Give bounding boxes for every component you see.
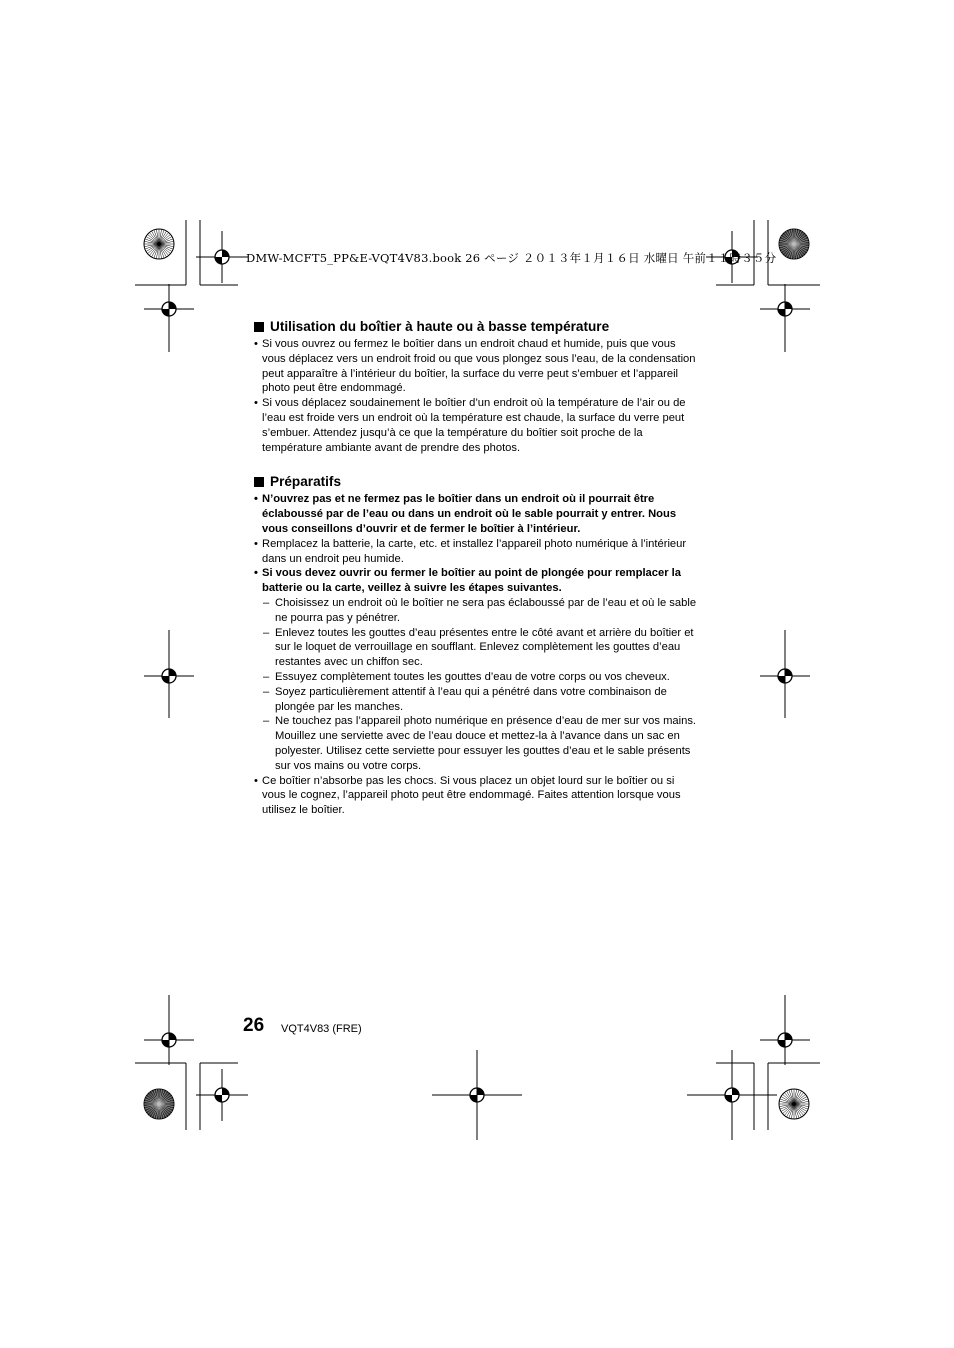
section-title-text: Utilisation du boîtier à haute ou à basse température <box>270 319 610 334</box>
registration-quadrant <box>470 1095 477 1102</box>
section-title <box>254 318 700 336</box>
starburst-center <box>157 1102 161 1106</box>
square-bullet-icon <box>254 477 264 487</box>
list-item <box>254 396 700 455</box>
sub-list-item <box>254 670 700 685</box>
registration-quadrant <box>162 309 169 316</box>
section-preparations <box>254 473 700 818</box>
list-item-text: Si vous déplacez soudainement le boîtier d’un endroit où la température de l’air ou de l’eau est froide vers un endroit où la température est chaude, la surface du verre peut s’embuer. Attendez jusqu’à ce que la température du boîtier soit proche de la température ambiante avant de prendre des photos. <box>262 397 686 454</box>
registration-quadrant <box>725 1095 732 1102</box>
registration-quadrant <box>732 1088 739 1095</box>
sub-list-item-text: Choisissez un endroit où le boîtier ne sera pas éclaboussé par de l’eau et où le sable ne pourra pas y pénétrer. <box>275 596 697 624</box>
document-code: VQT4V83 (FRE) <box>281 1023 362 1035</box>
bullet-icon: • <box>254 567 258 580</box>
section-title <box>254 473 700 491</box>
registration-quadrant <box>785 1033 792 1040</box>
list-item <box>254 537 700 567</box>
dash-marker: – <box>263 626 270 639</box>
starburst-center <box>792 242 796 246</box>
starburst-center <box>157 242 161 246</box>
sub-list-item-text: Ne touchez pas l’appareil photo numérique en présence d’eau de mer sur vos mains. Mouillez une serviette avec de l’eau douce et mettez-la à l’avance dans un sac en polyester. Utilisez cette serviette pour essuyer les gouttes d’eau et le sable présents sur vos mains ou votre corps. <box>275 715 697 772</box>
registration-quadrant <box>222 1088 229 1095</box>
page-number: 26 <box>243 1015 265 1036</box>
list-item-text: Si vous devez ouvrir ou fermer le boîtier au point de plongée pour remplacer la batterie ou la carte, veillez à suivre les étapes suivantes. <box>262 567 682 595</box>
list-item <box>254 492 700 536</box>
registration-quadrant <box>162 676 169 683</box>
bullet-icon: • <box>254 493 258 506</box>
list-item <box>254 337 700 396</box>
dash-marker: – <box>263 670 270 683</box>
bullet-icon: • <box>254 774 258 787</box>
registration-quadrant <box>215 257 222 264</box>
registration-quadrant <box>169 669 176 676</box>
registration-quadrant <box>778 676 785 683</box>
bullet-icon: • <box>254 338 258 350</box>
registration-quadrant <box>169 302 176 309</box>
list-item-text: Remplacez la batterie, la carte, etc. et installez l’appareil photo numérique à l’intérieur dans un endroit peu humide. <box>262 537 687 565</box>
sub-list-item <box>254 626 700 670</box>
list-item-text: N’ouvrez pas et ne fermez pas le boîtier dans un endroit où il pourrait être éclaboussé par de l’eau ou dans un endroit où le sable pourrait y entrer. Nous vous conseillons d’ouvrir et de fermer le boîtier à l’intérieur. <box>262 493 677 535</box>
list-item-text: Ce boîtier n’absorbe pas les chocs. Si vous placez un objet lourd sur le boîtier ou si vous le cognez, l’appareil photo peut être endommagé. Faites attention lorsque vous utilisez le boîtier. <box>262 774 681 817</box>
sub-list-item-text: Essuyez complètement toutes les gouttes d’eau de votre corps ou vos cheveux. <box>275 670 670 683</box>
bullet-icon: • <box>254 397 258 410</box>
list-item <box>254 774 700 818</box>
dash-marker: – <box>263 715 270 728</box>
sub-list-item <box>254 714 700 773</box>
dash-marker: – <box>263 596 270 609</box>
list-item <box>254 566 700 596</box>
registration-quadrant <box>169 1033 176 1040</box>
list-item-text: Si vous ouvrez ou fermez le boîtier dans un endroit chaud et humide, puis que vous vous déplacez vers un endroit froid ou que vous plongez sous l’eau, de la condensation peut apparaître à l’intérieur du boîtier, la surface du verre peut s’embuer et l’appareil photo peut être endommagé. <box>262 338 696 395</box>
dash-marker: – <box>263 685 270 698</box>
print-header: DMW-MCFT5_PP&E-VQT4V83.book 26 ページ ２０１３年１月１６日 水曜日 午前１１時３５分 <box>246 251 777 265</box>
square-bullet-icon <box>254 322 264 332</box>
section-high-low-temperature <box>254 318 700 455</box>
registration-quadrant <box>778 309 785 316</box>
registration-quadrant <box>778 1040 785 1047</box>
registration-quadrant <box>215 1095 222 1102</box>
sub-list-item-text: Soyez particulièrement attentif à l’eau qui a pénétré dans votre combinaison de plongée par les manches. <box>275 685 667 713</box>
registration-quadrant <box>162 1040 169 1047</box>
starburst-center <box>792 1102 796 1106</box>
sub-list-item <box>254 685 700 715</box>
registration-quadrant <box>785 302 792 309</box>
registration-quadrant <box>222 250 229 257</box>
page-content <box>254 318 700 818</box>
registration-quadrant <box>785 669 792 676</box>
bullet-icon: • <box>254 537 258 550</box>
sub-list-item-text: Enlevez toutes les gouttes d’eau présentes entre le côté avant et arrière du boîtier et sur le loquet de verrouillage en soufflant. Enlevez complètement les gouttes d’eau restantes avec un chiffon sec. <box>275 626 694 669</box>
sub-list-item <box>254 596 700 626</box>
section-title-text: Préparatifs <box>270 474 342 490</box>
registration-quadrant <box>477 1088 484 1095</box>
